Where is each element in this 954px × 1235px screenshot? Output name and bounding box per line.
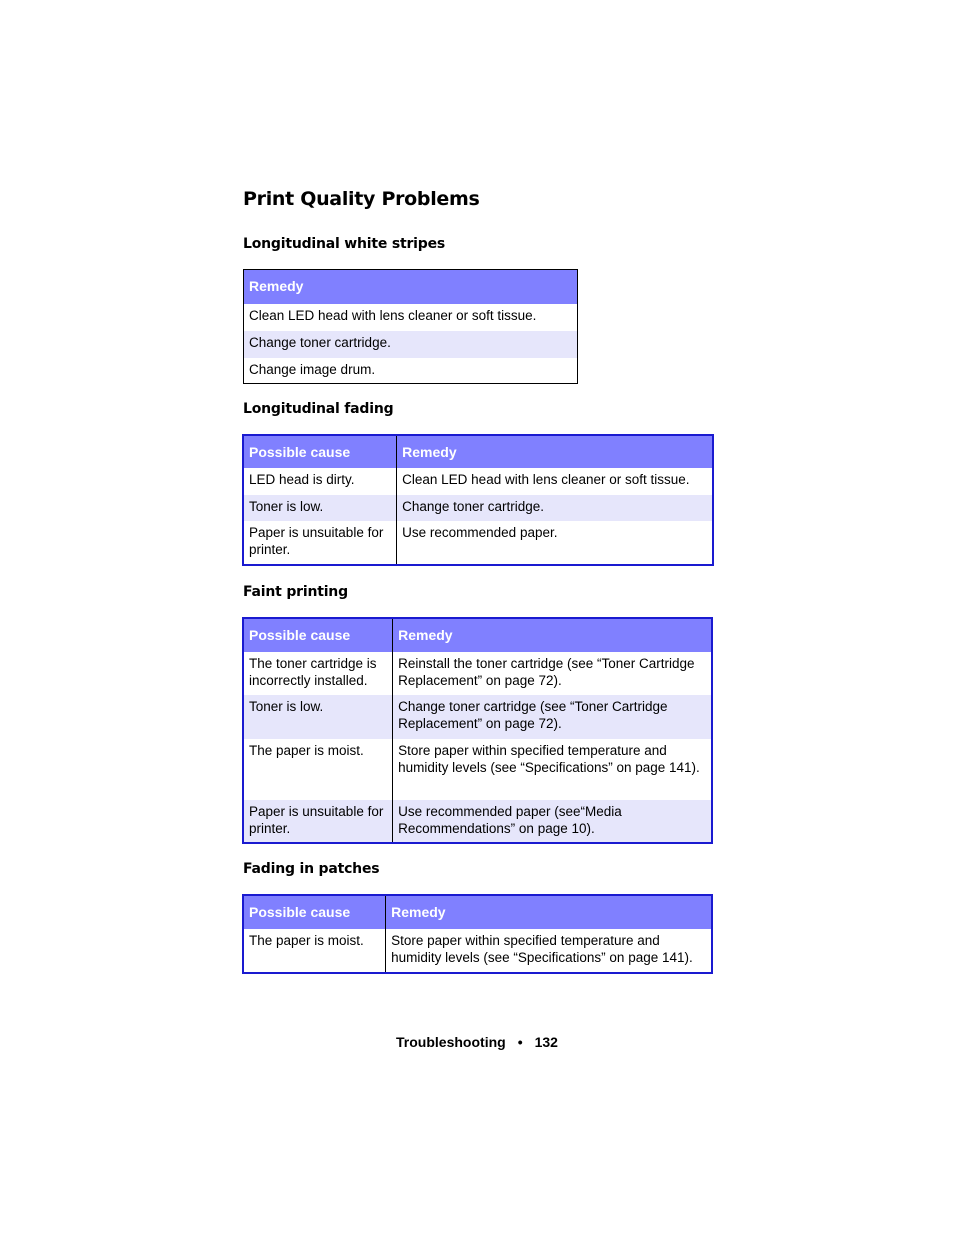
column-header-possible-cause: Possible cause bbox=[243, 435, 397, 468]
table-cell: LED head is dirty. bbox=[243, 468, 397, 495]
table-cell: Paper is unsuitable for printer. bbox=[243, 521, 397, 565]
table-cell: The toner cartridge is incorrectly installed. bbox=[243, 652, 393, 695]
column-header-remedy: Remedy bbox=[397, 435, 713, 468]
table-cell: The paper is moist. bbox=[243, 929, 386, 973]
section-title-white-stripes: Longitudinal white stripes bbox=[243, 236, 446, 252]
column-header-remedy: Remedy bbox=[393, 618, 712, 652]
table-cell: Change toner cartridge. bbox=[397, 495, 713, 521]
table-cell: Reinstall the toner cartridge (see “Toner Cartridge Replacement” on page 72). bbox=[398, 656, 695, 688]
footer-page-number: 132 bbox=[534, 1034, 558, 1050]
column-header-remedy: Remedy bbox=[244, 270, 578, 304]
white-stripes-table bbox=[243, 269, 578, 384]
column-header-possible-cause: Possible cause bbox=[243, 618, 393, 652]
faint-printing-table bbox=[242, 617, 713, 844]
table-cell: Use recommended paper. bbox=[402, 525, 558, 540]
footer-chapter: Troubleshooting bbox=[396, 1034, 506, 1050]
section-title-faint-printing: Faint printing bbox=[243, 584, 348, 600]
column-header-possible-cause: Possible cause bbox=[243, 895, 386, 929]
section-title-fading-in-patches: Fading in patches bbox=[243, 861, 380, 877]
table-cell: Clean LED head with lens cleaner or soft tissue. bbox=[402, 472, 690, 487]
column-header-remedy: Remedy bbox=[386, 895, 712, 929]
page-title: Print Quality Problems bbox=[243, 188, 480, 210]
table-cell: Paper is unsuitable for printer. bbox=[243, 800, 393, 843]
table-cell: Toner is low. bbox=[243, 695, 393, 739]
table-cell: Use recommended paper (see“Media Recommendations” on page 10). bbox=[393, 800, 712, 843]
section-title-longitudinal-fading: Longitudinal fading bbox=[243, 401, 394, 417]
table-cell: Change toner cartridge. bbox=[244, 331, 578, 358]
table-cell: The paper is moist. bbox=[243, 739, 393, 800]
longitudinal-fading-table bbox=[242, 434, 714, 566]
footer-bullet: • bbox=[517, 1034, 523, 1050]
table-cell: Change image drum. bbox=[249, 361, 376, 377]
table-cell: Store paper within specified temperature and humidity levels (see “Specifications” on page 141). bbox=[398, 743, 700, 775]
table-cell: Change toner cartridge (see “Toner Cartridge Replacement” on page 72). bbox=[393, 695, 712, 739]
fading-in-patches-table bbox=[242, 894, 713, 974]
page-footer bbox=[0, 1034, 954, 1050]
table-cell: Clean LED head with lens cleaner or soft tissue. bbox=[249, 307, 537, 323]
table-cell: Store paper within specified temperature and humidity levels (see “Specifications” on page 141). bbox=[391, 933, 693, 965]
table-cell: Toner is low. bbox=[243, 495, 397, 521]
